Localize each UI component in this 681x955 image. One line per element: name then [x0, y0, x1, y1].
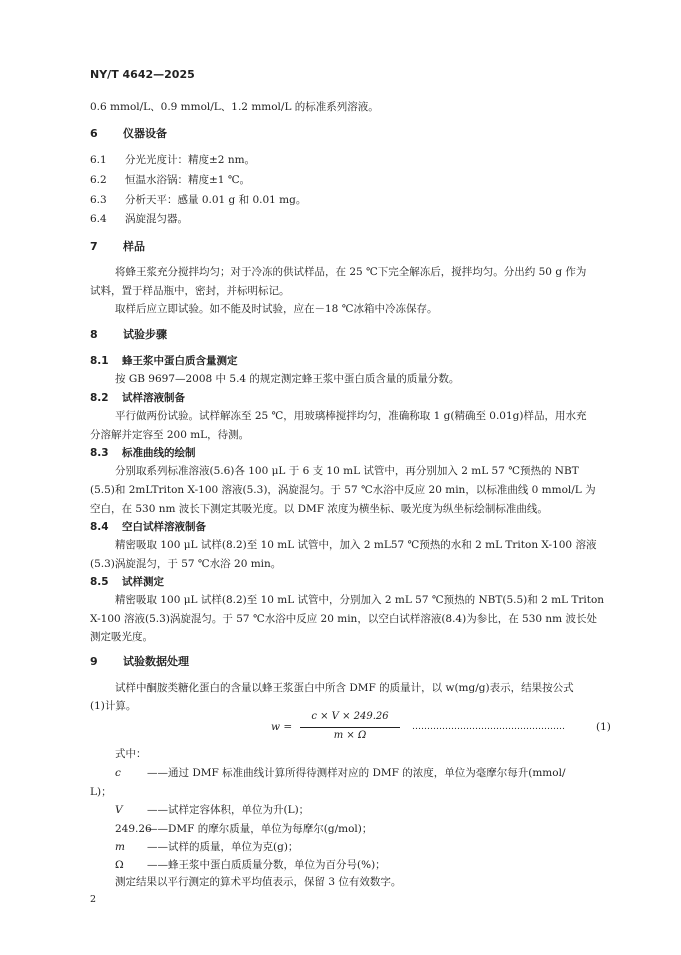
sec7-line-2: 试料，置于样品瓶中，密封，并标明标记。	[90, 285, 290, 297]
section-8-heading: 8 试验步骤	[90, 328, 167, 341]
sec8-1-line-1: 按 GB 9697—2008 中 5.4 的规定测定蜂王浆中蛋白质含量的质量分数。	[115, 373, 460, 385]
sec8-3-line-3: 空白，在 530 nm 波长下测定其吸光度。以 DMF 浓度为横坐标、吸光度为纵坐标绘制标准曲线。	[90, 503, 548, 515]
sec7-line-3: 取样后应立即试验。如不能及时试验，应在－18 ℃冰箱中冷冻保存。	[115, 303, 438, 315]
sec8-3-line-1: 分别取系列标准溶液(5.6)各 100 μL 于 6 支 10 mL 试管中，再分别加入 2 mL 57 ℃预热的 NBT	[115, 465, 579, 477]
item-6-2: 6.2 恒温水浴锅：精度±1 ℃。	[90, 174, 251, 186]
standard-number: NY/T 4642—2025	[90, 68, 195, 81]
section-8-2-heading: 8.2 试样溶液制备	[90, 392, 185, 404]
formula-numerator: c × V × 249.26	[311, 711, 389, 722]
intro-line: 0.6 mmol/L、0.9 mmol/L、1.2 mmol/L 的标准系列溶液。	[90, 101, 379, 113]
item-6-4: 6.4 涡旋混匀器。	[90, 213, 188, 225]
sec8-2-line-1: 平行做两份试验。试样解冻至 25 ℃，用玻璃棒搅拌均匀，准确称取 1 g(精确至 0.01g)样品，用水充	[115, 410, 587, 422]
conclusion-line: 测定结果以平行测定的算术平均值表示，保留 3 位有效数字。	[115, 876, 402, 888]
item-6-3: 6.3 分析天平：感量 0.01 g 和 0.01 mg。	[90, 194, 307, 206]
sec8-5-line-1: 精密吸取 100 μL 试样(8.2)至 10 mL 试管中，分别加入 2 mL 57 ℃预热的 NBT(5.5)和 2 mL Triton	[115, 594, 605, 606]
section-8-4-heading: 8.4 空白试样溶液制备	[90, 521, 206, 533]
sec8-4-line-1: 精密吸取 100 μL 试样(8.2)至 10 mL 试管中，加入 2 mL57 ℃预热的水和 2 mL Triton X-100 溶液	[115, 539, 597, 551]
section-7-heading: 7 样品	[90, 240, 145, 253]
sec9-line-1: 试样中酮胺类糖化蛋白的含量以蜂王浆蛋白中所含 DMF 的质量计，以 w(mg/g)表示，结果按公式	[115, 682, 574, 694]
formula-label: (1)	[596, 721, 611, 733]
formula-lhs: w =	[271, 721, 293, 733]
sec9-line-2: (1)计算。	[90, 700, 137, 712]
sec8-3-line-2: (5.5)和 2mLTriton X-100 溶液(5.3)，涡旋混匀。于 57 ℃水浴中反应 20 min，以标准曲线 0 mmol/L 为	[90, 484, 596, 496]
section-8-3-heading: 8.3 标准曲线的绘制	[90, 447, 196, 459]
sec8-4-line-2: (5.3)涡旋混匀，于 57 ℃水浴 20 min。	[90, 558, 282, 570]
where-label: 式中：	[115, 748, 147, 760]
section-8-5-heading: 8.5 试样测定	[90, 576, 164, 588]
section-8-1-heading: 8.1 蜂王浆中蛋白质含量测定	[90, 355, 238, 367]
formula-leader-dots: ……………………………………………	[412, 722, 565, 732]
section-9-heading: 9 试验数据处理	[90, 655, 189, 668]
formula-denominator: m × Ω	[333, 730, 367, 741]
section-6-heading: 6 仪器设备	[90, 127, 167, 140]
formula-fraction	[300, 711, 400, 745]
sec8-2-line-2: 分溶解并定容至 200 mL，待测。	[90, 429, 250, 441]
item-6-1: 6.1 分光光度计：精度±2 nm。	[90, 154, 256, 166]
sec7-line-1: 将蜂王浆充分搅拌均匀；对于冷冻的供试样品，在 25 ℃下完全解冻后，搅拌均匀。分出约 50 g 作为	[115, 266, 587, 278]
sec8-5-line-3: 测定吸光度。	[90, 631, 153, 643]
var-c-continuation: L)；	[90, 786, 112, 798]
sec8-5-line-2: X-100 溶液(5.3)涡旋混匀。于 57 ℃水浴中反应 20 min，以空白试样溶液(8.4)为参比，在 530 nm 波长处	[90, 613, 597, 625]
page-number: 2	[90, 894, 97, 905]
fraction-bar	[300, 727, 400, 728]
